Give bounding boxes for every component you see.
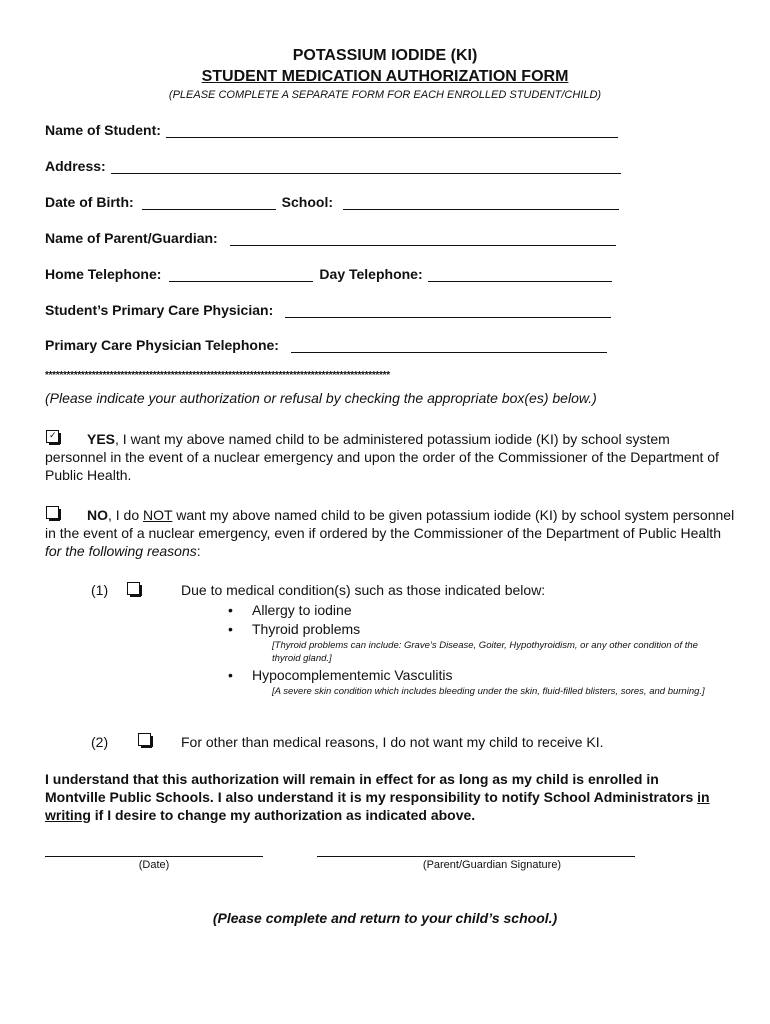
- reason1-checkbox[interactable]: [127, 582, 140, 595]
- form-title: POTASSIUM IODIDE (KI): [292, 47, 478, 64]
- physician-label: Student’s Primary Care Physician:: [45, 302, 274, 318]
- student-name-row: [45, 122, 624, 138]
- physician-phone-field[interactable]: [291, 338, 607, 353]
- form-instructions-header: (PLEASE COMPLETE A SEPARATE FORM FOR EACH ENROLLED STUDENT/CHILD): [168, 89, 602, 101]
- no-label: NO: [87, 507, 108, 523]
- parent-name-row: [45, 230, 622, 246]
- separator-line: ************************************************************************************************: [45, 370, 390, 381]
- no-text-b: want my above named child to be given potassium iodide (KI) by school system personnel in the event of a nuclear emergency, even if ordered by the Commissioner of the Department of Public Health: [45, 507, 735, 541]
- address-field[interactable]: [111, 159, 621, 174]
- no-text-italic: for the following reasons: [45, 543, 197, 559]
- no-text-end: :: [196, 543, 201, 559]
- dob-school-row: [45, 194, 625, 210]
- bullet-vasculitis-text: Hypocomplementemic Vasculitis: [252, 667, 453, 683]
- physician-field[interactable]: [285, 303, 611, 318]
- yes-label: YES: [87, 431, 116, 447]
- reason1-text: Due to medical condition(s) such as those indicated below:: [181, 582, 546, 598]
- understanding-text-a: I understand that this authorization will remain in effect for as long as my child is enrolled in Montville Public Schools. I also understand it is my responsibility to notify School Administrators: [45, 771, 698, 805]
- bullet-thyroid: [228, 621, 360, 637]
- signature-label: (Parent/Guardian Signature): [422, 859, 562, 871]
- form-subtitle-title: STUDENT MEDICATION AUTHORIZATION FORM: [201, 68, 569, 85]
- no-paragraph: [45, 506, 735, 560]
- understanding-text-b: if I desire to change my authorization as indicated above.: [90, 807, 476, 823]
- bullet-dot: •: [228, 621, 233, 637]
- check-mark-icon: ✓: [49, 430, 57, 440]
- date-label: (Date): [138, 859, 170, 871]
- no-not-word: NOT: [143, 507, 173, 523]
- physician-phone-row: [45, 337, 613, 353]
- yes-text-line1: , I want my above named child to be administered potassium iodide (KI) by school system: [115, 431, 670, 447]
- thyroid-note: [Thyroid problems can include: Grave’s Disease, Goiter, Hypothyroidism, or any other condition of the thyroid gland.]: [272, 640, 698, 664]
- parent-name-field[interactable]: [230, 231, 616, 246]
- bullet-dot: •: [228, 602, 233, 618]
- school-label: School:: [281, 194, 334, 210]
- bullet-vasculitis: [228, 667, 452, 683]
- reason2-number: (2): [91, 734, 109, 750]
- signature-line[interactable]: [317, 856, 635, 857]
- home-phone-field[interactable]: [169, 267, 313, 282]
- understanding-paragraph: [45, 770, 717, 824]
- yes-paragraph: [45, 430, 735, 484]
- home-phone-label: Home Telephone:: [45, 266, 162, 282]
- reason2-text: For other than medical reasons, I do not want my child to receive KI.: [181, 734, 604, 750]
- student-name-label: Name of Student:: [45, 122, 161, 138]
- student-name-field[interactable]: [166, 123, 618, 138]
- understanding-in-writing: in writing: [45, 789, 710, 823]
- bullet-allergy-text: Allergy to iodine: [252, 602, 352, 618]
- phone-row: [45, 266, 618, 282]
- no-text-a: , I do: [108, 507, 144, 523]
- physician-phone-label: Primary Care Physician Telephone:: [45, 337, 279, 353]
- bullet-thyroid-text: Thyroid problems: [252, 621, 361, 637]
- day-phone-field[interactable]: [428, 267, 612, 282]
- bullet-dot: •: [228, 667, 233, 683]
- school-field[interactable]: [343, 195, 619, 210]
- day-phone-label: Day Telephone:: [319, 266, 423, 282]
- bullet-allergy: [228, 602, 352, 618]
- dob-field[interactable]: [142, 195, 276, 210]
- parent-name-label: Name of Parent/Guardian:: [45, 230, 218, 246]
- reason1-number: (1): [91, 582, 109, 598]
- address-row: [45, 158, 627, 174]
- address-label: Address:: [45, 158, 106, 174]
- instruction-text: (Please indicate your authorization or refusal by checking the appropriate box(es) below.): [45, 390, 597, 406]
- date-line[interactable]: [45, 856, 263, 857]
- physician-row: [45, 302, 617, 318]
- closing-note: (Please complete and return to your child’s school.): [212, 910, 558, 926]
- reason2-checkbox[interactable]: [138, 733, 151, 746]
- yes-text-rest: personnel in the event of a nuclear emergency and upon the order of the Commissioner of the Department of Public Health.: [45, 449, 719, 483]
- vasculitis-note: [A severe skin condition which includes bleeding under the skin, fluid-filled blisters, sores, and burning.]: [272, 686, 705, 697]
- dob-label: Date of Birth:: [45, 194, 134, 210]
